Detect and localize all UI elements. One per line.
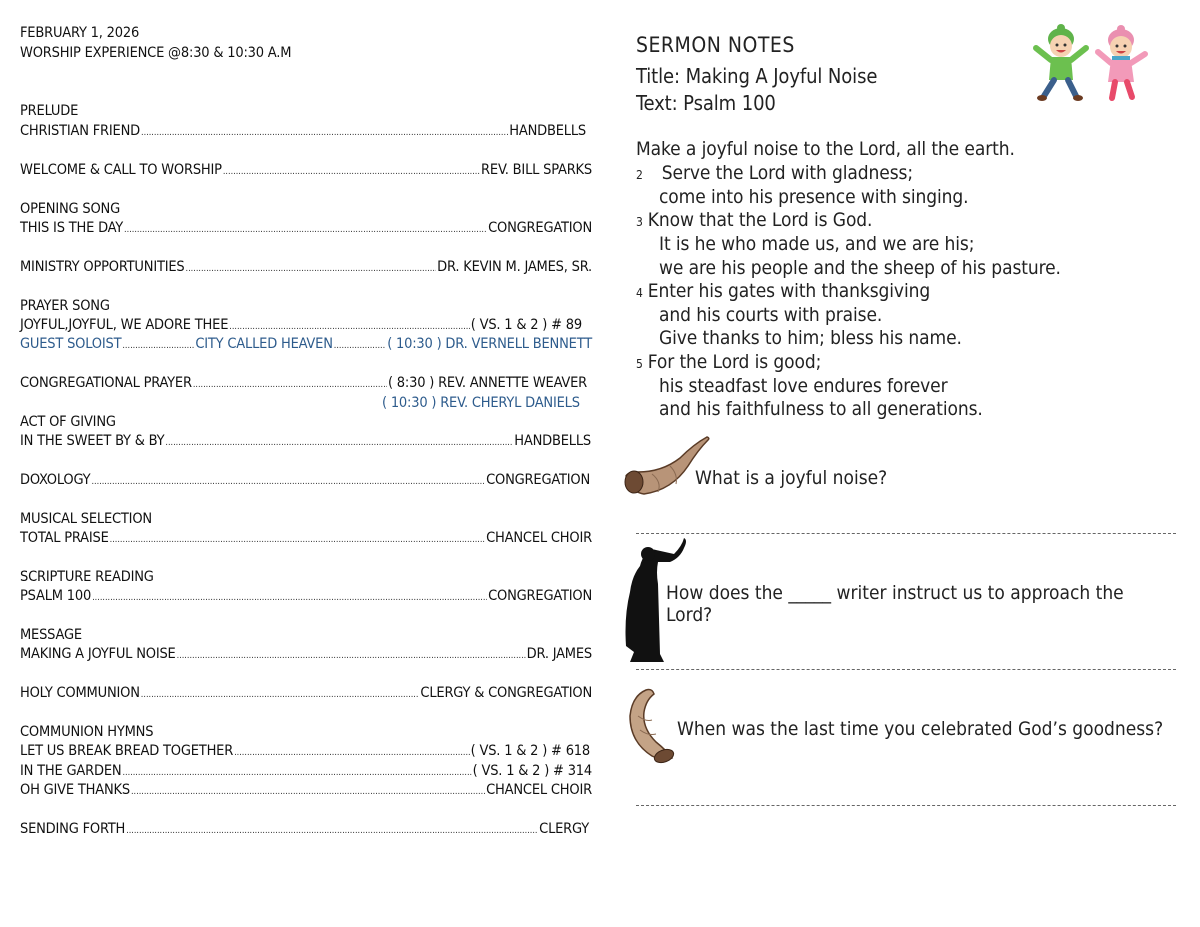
- hymn-item: OH GIVE THANKS: [20, 782, 130, 798]
- verse-4-line-3: Give thanks to him; bless his name.: [659, 327, 962, 349]
- verse-4-line-2: and his courts with praise.: [659, 304, 883, 326]
- hymns-heading: COMMUNION HYMNS: [20, 724, 154, 740]
- shofar-horn-icon: [622, 436, 712, 498]
- congregational-prayer-leader: ( 8:30 ) REV. ANNETTE WEAVER: [387, 375, 587, 391]
- sermon-text: Text: Psalm 100: [636, 91, 776, 115]
- sermon-heading: SERMON NOTES: [636, 33, 795, 57]
- message-item: MAKING A JOYFUL NOISE: [20, 646, 176, 662]
- welcome-row: [20, 161, 592, 181]
- giving-item: IN THE SWEET BY & BY: [20, 433, 165, 449]
- kids-jumping-illustration: [1030, 24, 1150, 104]
- prayer-song-item: JOYFUL,JOYFUL, WE ADORE THEE: [20, 317, 229, 333]
- musical-leader: CHANCEL CHOIR: [486, 530, 592, 546]
- ministry-leader: DR. KEVIN M. JAMES, SR.: [437, 259, 592, 275]
- verse-number: 4: [636, 286, 643, 300]
- sending-leader: CLERGY: [539, 821, 589, 837]
- opening-song-item: THIS IS THE DAY: [20, 220, 124, 236]
- hymn-row: [20, 762, 592, 782]
- shofar-player-silhouette-icon: [622, 536, 688, 666]
- verse-number: 5: [636, 357, 643, 371]
- prayer-song-leader: ( VS. 1 & 2 ) # 89: [470, 317, 582, 333]
- shofar-horn-icon: [626, 686, 676, 766]
- prelude-row: [20, 122, 586, 142]
- congregational-prayer-leader2: ( 10:30 ) REV. CHERYL DANIELS: [382, 395, 580, 411]
- giving-row: [20, 432, 591, 452]
- verse-5-line-3: and his faithfulness to all generations.: [659, 398, 983, 420]
- girl-figure: [1098, 25, 1145, 98]
- answer-line-1: [636, 533, 1176, 534]
- message-row: [20, 645, 592, 665]
- scripture-leader: CONGREGATION: [488, 588, 592, 604]
- ministry-item: MINISTRY OPPORTUNITIES: [20, 259, 185, 275]
- communion-item: HOLY COMMUNION: [20, 685, 140, 701]
- hymn-row: [20, 781, 592, 801]
- message-leader: DR. JAMES: [526, 646, 592, 662]
- verse-2-line-1: 2 Serve the Lord with gladness;: [636, 162, 913, 184]
- prayer-song-row: [20, 316, 582, 336]
- service-date: FEBRUARY 1, 2026: [20, 25, 140, 41]
- question-2: How does the _____ writer instruct us to approach the Lord?: [666, 582, 1124, 626]
- sermon-title: Title: Making A Joyful Noise: [636, 64, 878, 88]
- question-3: When was the last time you celebrated God’s goodness?: [677, 718, 1164, 740]
- verse-3-line-2: It is he who made us, and we are his;: [659, 233, 975, 255]
- opening-song-leader: CONGREGATION: [488, 220, 592, 236]
- ministry-row: [20, 258, 592, 278]
- communion-row: [20, 684, 592, 704]
- question-1: What is a joyful noise?: [695, 467, 888, 489]
- congregational-prayer-item: CONGREGATIONAL PRAYER: [20, 375, 192, 391]
- sending-item: SENDING FORTH: [20, 821, 126, 837]
- boy-figure: [1036, 24, 1086, 101]
- doxology-item: DOXOLOGY: [20, 472, 91, 488]
- soloist-label: GUEST SOLOIST: [20, 336, 122, 352]
- sending-row: [20, 820, 589, 840]
- verse-number: 3: [636, 215, 643, 229]
- scripture-item: PSALM 100: [20, 588, 92, 604]
- scripture-row: [20, 587, 592, 607]
- scripture-heading: SCRIPTURE READING: [20, 569, 154, 585]
- verse-5-line-2: his steadfast love endures forever: [659, 375, 948, 397]
- verse-5-line-1: 5 For the Lord is good;: [636, 351, 822, 373]
- opening-song-heading: OPENING SONG: [20, 201, 120, 217]
- verse-1: Make a joyful noise to the Lord, all the earth.: [636, 138, 1015, 160]
- welcome-leader: REV. BILL SPARKS: [481, 162, 592, 178]
- verse-3-line-1: 3 Know that the Lord is God.: [636, 209, 873, 231]
- giving-heading: ACT OF GIVING: [20, 414, 116, 430]
- verse-3-line-3: we are his people and the sheep of his pasture.: [659, 257, 1061, 279]
- prayer-song-heading: PRAYER SONG: [20, 298, 110, 314]
- message-heading: MESSAGE: [20, 627, 82, 643]
- musical-heading: MUSICAL SELECTION: [20, 511, 152, 527]
- verse-number: 2: [636, 168, 643, 182]
- answer-line-2: [636, 669, 1176, 670]
- soloist-name: ( 10:30 ) DR. VERNELL BENNETT: [387, 336, 592, 352]
- doxology-leader: CONGREGATION: [486, 472, 590, 488]
- doxology-row: [20, 471, 590, 491]
- verse-4-line-1: 4 Enter his gates with thanksgiving: [636, 280, 931, 302]
- prelude-item: CHRISTIAN FRIEND: [20, 123, 141, 139]
- prelude-heading: PRELUDE: [20, 103, 79, 119]
- prelude-leader: HANDBELLS: [509, 123, 586, 139]
- service-times: WORSHIP EXPERIENCE @8:30 & 10:30 A.M: [20, 45, 292, 61]
- hymn-item: IN THE GARDEN: [20, 763, 122, 779]
- opening-song-row: [20, 219, 592, 239]
- hymn-leader: CHANCEL CHOIR: [486, 782, 592, 798]
- musical-row: [20, 529, 592, 549]
- soloist-song: CITY CALLED HEAVEN: [195, 336, 333, 352]
- answer-line-3: [636, 805, 1176, 806]
- verse-2-line-2: come into his presence with singing.: [659, 186, 969, 208]
- hymn-row: [20, 742, 590, 762]
- hymn-leader: ( VS. 1 & 2 ) # 314: [472, 763, 592, 779]
- hymn-leader: ( VS. 1 & 2 ) # 618: [470, 743, 590, 759]
- communion-leader: CLERGY & CONGREGATION: [420, 685, 592, 701]
- guest-soloist-row: [20, 335, 592, 355]
- giving-leader: HANDBELLS: [514, 433, 591, 449]
- musical-item: TOTAL PRAISE: [20, 530, 109, 546]
- welcome-item: WELCOME & CALL TO WORSHIP: [20, 162, 222, 178]
- congregational-prayer-row: [20, 374, 587, 394]
- hymn-item: LET US BREAK BREAD TOGETHER: [20, 743, 234, 759]
